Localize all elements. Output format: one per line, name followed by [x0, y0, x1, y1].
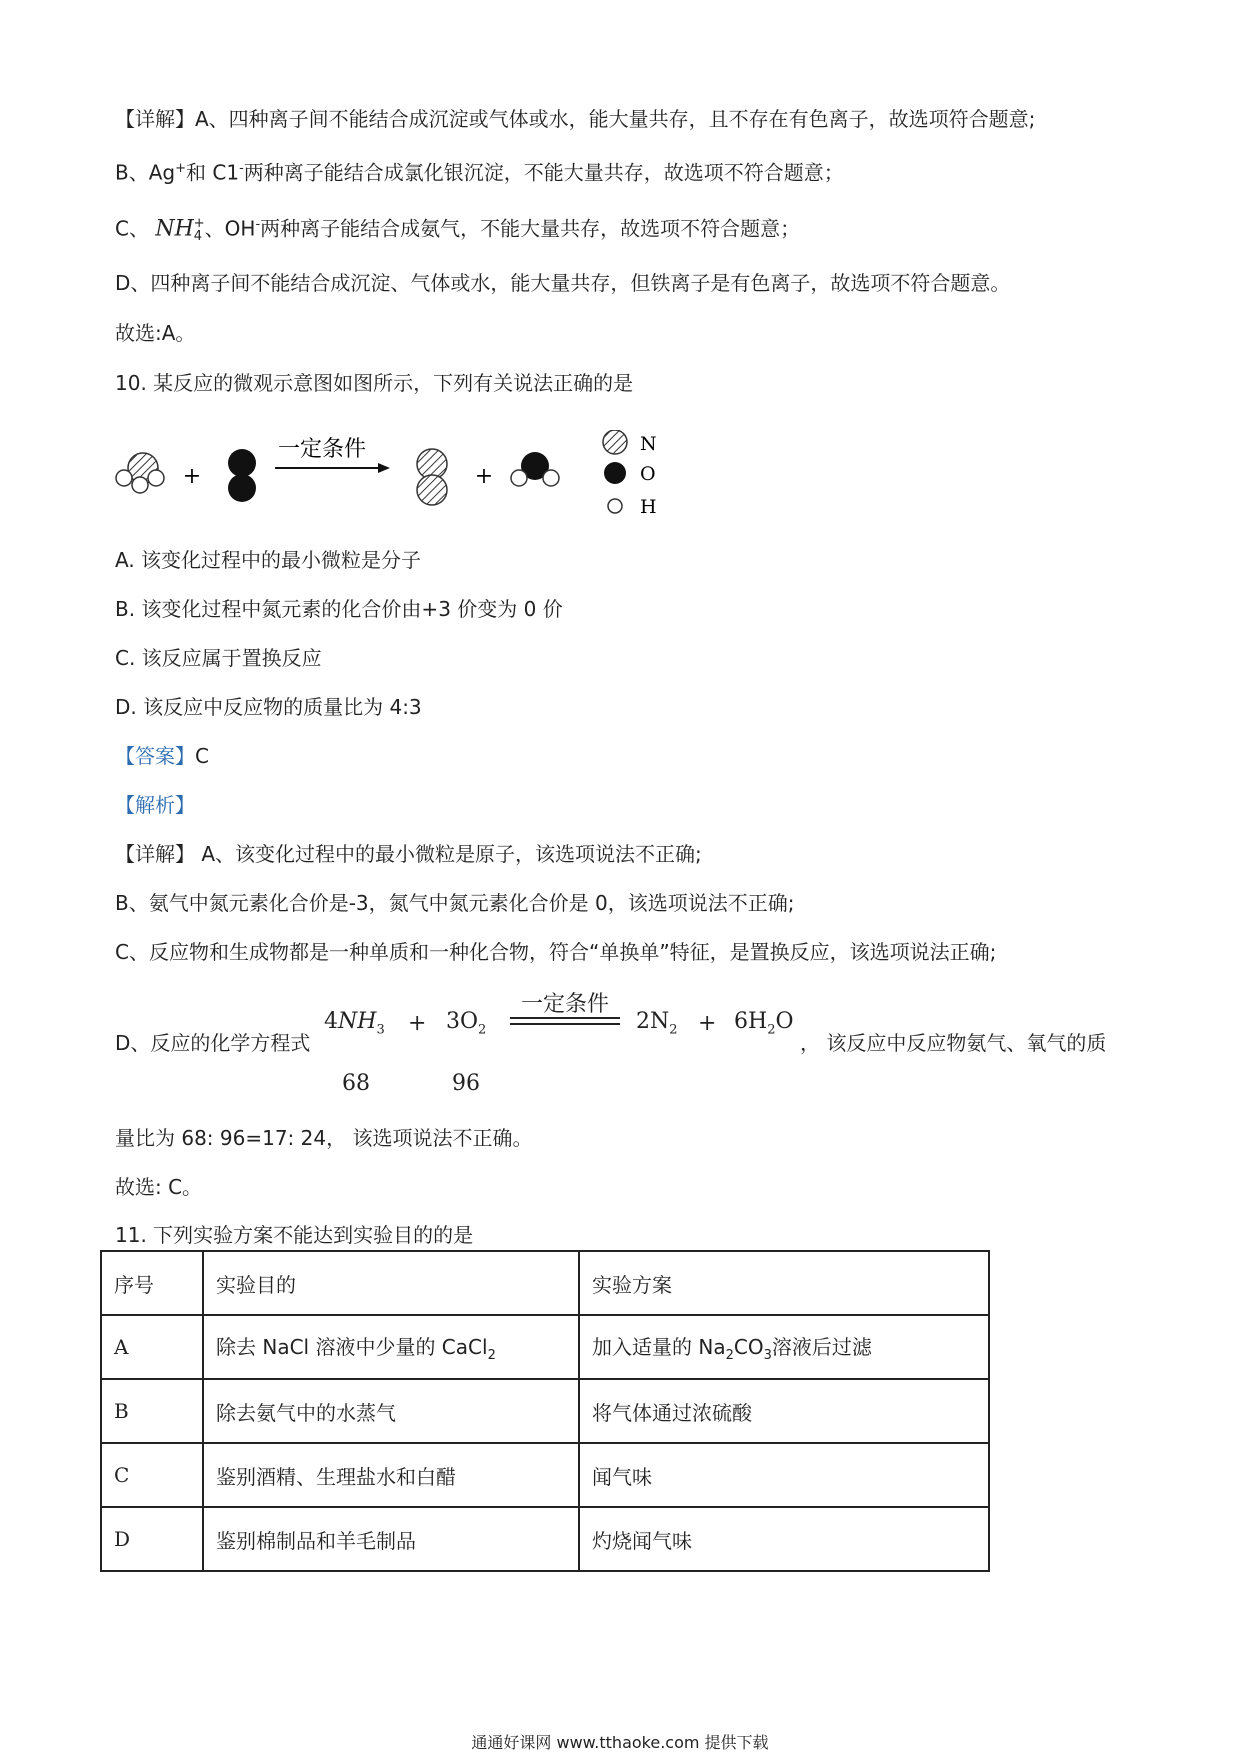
- chemical-equation: [320, 992, 820, 1105]
- answer: [115, 743, 209, 769]
- superscript: +: [193, 216, 205, 232]
- detail-line-c: [115, 212, 800, 243]
- row-plan: 闻气味: [579, 1443, 989, 1507]
- superscript: +: [175, 161, 187, 176]
- detail-line-b: [115, 156, 844, 186]
- answer-value: C: [195, 744, 209, 768]
- legend-h: H: [640, 496, 657, 518]
- ion-script: [194, 217, 205, 243]
- text: 4: [324, 1009, 338, 1034]
- table-row: [101, 1507, 989, 1571]
- option-b: B. 该变化过程中氮元素的化合价由+3 价变为 0 价: [115, 597, 563, 621]
- answer-label: 【答案】: [115, 744, 195, 768]
- row-goal: [203, 1315, 579, 1379]
- subscript: 2: [767, 1022, 776, 1038]
- row-plan: 将气体通过浓硫酸: [579, 1379, 989, 1443]
- text: 加入适量的 Na: [592, 1335, 726, 1359]
- superscript: -: [239, 161, 244, 176]
- table-row: [101, 1315, 989, 1379]
- subscript: 2: [725, 1348, 734, 1363]
- reaction-diagram: [110, 430, 680, 530]
- text: 3O: [446, 1009, 479, 1034]
- eq-term-4: [734, 1009, 794, 1037]
- eq-plus: +: [698, 1011, 717, 1036]
- q10-detail-b: B、氨气中氮元素化合价是-3，氮气中氮元素化合价是 0，该选项说法不正确;: [115, 891, 795, 915]
- eq-term-1: [324, 1009, 385, 1037]
- oxygen-molecule: [228, 449, 256, 502]
- eq-mass-1: 68: [342, 1071, 370, 1096]
- page-footer: 通通好课网 www.tthaoke.com 提供下载: [471, 1733, 769, 1752]
- nitrogen-molecule: [417, 449, 447, 505]
- header-plan: 实验方案: [579, 1251, 989, 1315]
- row-id: B: [101, 1379, 203, 1443]
- ammonium-ion: NH: [155, 216, 194, 242]
- plus-sign: +: [474, 464, 494, 489]
- q10-detail-d-cont: 量比为 68: 96=17: 24， 该选项说法不正确。: [115, 1126, 533, 1150]
- reaction-condition: 一定条件: [277, 437, 367, 462]
- text: CO: [733, 1335, 764, 1359]
- subscript: 2: [478, 1022, 487, 1038]
- legend-n: N: [640, 433, 657, 455]
- header-id: 序号: [101, 1251, 203, 1315]
- detail-line-d: D、四种离子间不能结合成沉淀、气体或水，能大量共存，但铁离子是有色离子，故选项不符合题意。: [115, 271, 1011, 295]
- analysis-label: 【解析】: [115, 793, 195, 817]
- q10-detail-c: C、反应物和生成物都是一种单质和一种化合物，符合“单换单”特征，是置换反应，该选项说法正确;: [115, 940, 997, 964]
- eq-equals-sign: [510, 1017, 620, 1025]
- text: 两种离子能结合成氯化银沉淀，不能大量共存，故选项不符合题意；: [243, 160, 844, 185]
- table-row: [101, 1379, 989, 1443]
- option-d: D. 该反应中反应物的质量比为 4:3: [115, 695, 422, 719]
- subscript: 4: [193, 229, 203, 245]
- row-id: C: [101, 1443, 203, 1507]
- text: 溶液后过滤: [771, 1335, 872, 1359]
- detail-line-a: 【详解】A、四种离子间不能结合成沉淀或气体或水，能大量共存，且不存在有色离子，故选项符合题意;: [115, 107, 1036, 131]
- arrowhead-icon: [378, 463, 390, 473]
- text: 2N: [636, 1009, 670, 1034]
- eq-term-3: [636, 1009, 678, 1037]
- legend-o: O: [640, 463, 656, 485]
- text: 除去 NaCl 溶液中少量的 CaCl: [216, 1335, 488, 1359]
- text: 、OH: [204, 216, 256, 241]
- q10-stem: 10. 某反应的微观示意图如图所示，下列有关说法正确的是: [115, 371, 634, 395]
- row-goal: 鉴别棉制品和羊毛制品: [203, 1507, 579, 1571]
- row-id: A: [101, 1315, 203, 1379]
- option-c: C. 该反应属于置换反应: [115, 646, 322, 670]
- experiment-table: [100, 1250, 990, 1572]
- subscript: 3: [763, 1348, 772, 1363]
- q10-detail-d-post: ， 该反应中反应物氨气、氧气的质: [800, 1031, 1107, 1055]
- eq-condition: 一定条件: [520, 992, 609, 1017]
- q10-detail-a: 【详解】 A、该变化过程中的最小微粒是原子，该选项说法不正确;: [115, 842, 702, 866]
- text: C、: [115, 216, 149, 241]
- eq-term-2: [446, 1009, 486, 1037]
- eq-plus: +: [408, 1011, 427, 1036]
- superscript: -: [255, 217, 261, 232]
- text: O: [775, 1009, 794, 1034]
- text: 6H: [734, 1009, 768, 1034]
- subscript: 2: [669, 1022, 678, 1038]
- eq-mass-2: 96: [452, 1071, 480, 1096]
- text: 和 C1: [186, 160, 240, 185]
- q10-choice: 故选: C。: [115, 1175, 203, 1199]
- row-plan: 灼烧闻气味: [579, 1507, 989, 1571]
- text: NH: [338, 1009, 377, 1034]
- q10-detail-d-pre: D、反应的化学方程式: [115, 1031, 311, 1055]
- row-plan: [579, 1315, 989, 1379]
- ammonia-molecule: [116, 453, 164, 493]
- q11-stem: 11. 下列实验方案不能达到实验目的的是: [115, 1223, 474, 1247]
- row-goal: 鉴别酒精、生理盐水和白醋: [203, 1443, 579, 1507]
- row-id: D: [101, 1507, 203, 1571]
- water-molecule: [511, 452, 559, 486]
- text: 两种离子能结合成氨气，不能大量共存，故选项不符合题意；: [260, 216, 801, 241]
- option-a: A. 该变化过程中的最小微粒是分子: [115, 548, 422, 572]
- table-header-row: [101, 1251, 989, 1315]
- subscript: 2: [487, 1348, 496, 1363]
- row-goal: 除去氨气中的水蒸气: [203, 1379, 579, 1443]
- choice-prev: 故选:A。: [115, 321, 196, 345]
- atom-legend: [603, 430, 657, 518]
- header-goal: 实验目的: [203, 1251, 579, 1315]
- table-row: [101, 1443, 989, 1507]
- text: B、Ag: [115, 160, 176, 185]
- subscript: 3: [376, 1022, 385, 1038]
- plus-sign: +: [182, 464, 202, 489]
